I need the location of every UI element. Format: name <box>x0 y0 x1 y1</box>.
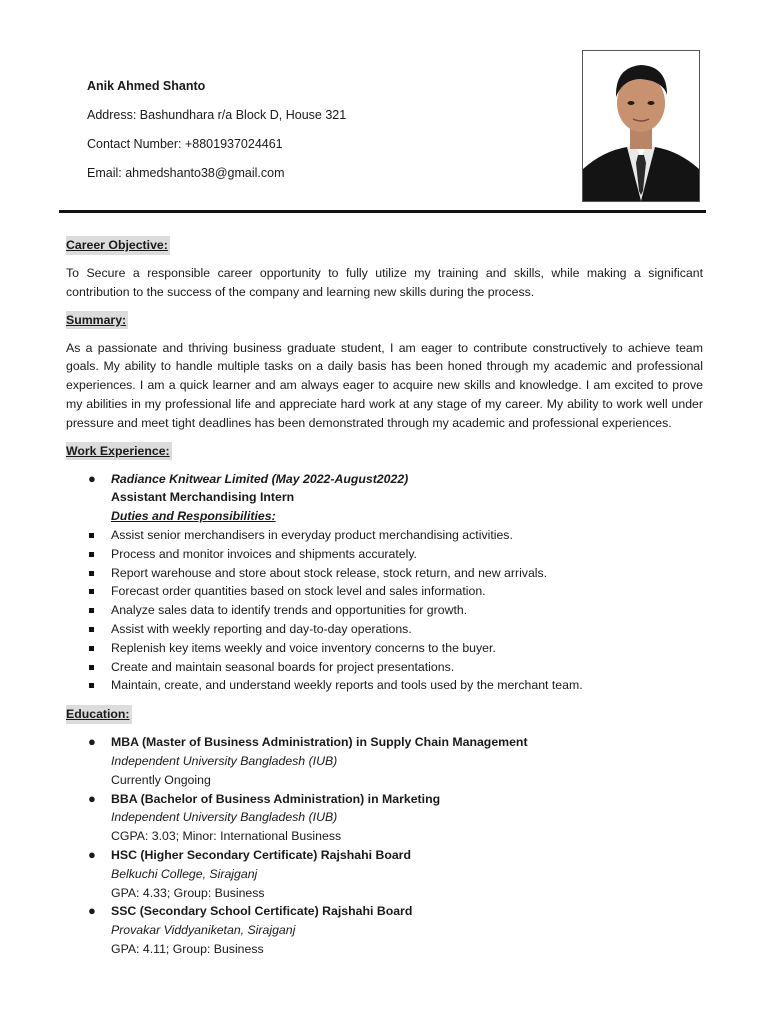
square-bullet-icon <box>89 646 94 651</box>
email-line: Email: ahmedshanto38@gmail.com <box>87 166 285 180</box>
degree-title: HSC (Higher Secondary Certificate) Rajshahi Board <box>111 847 411 862</box>
job-company: Radiance Knitwear Limited (May 2022-August2022) <box>111 471 409 486</box>
list-item: Replenish key items weekly and voice inventory concerns to the buyer. <box>111 639 703 658</box>
contact-header <box>87 76 346 183</box>
degree-title: MBA (Master of Business Administration) in Supply Chain Management <box>111 735 528 750</box>
bullet-icon: ● <box>88 903 96 919</box>
bullet-icon: ● <box>88 734 96 750</box>
degree-detail: CGPA: 3.03; Minor: International Business <box>111 829 342 844</box>
duties-list <box>66 526 703 695</box>
education-heading: Education: <box>66 705 132 724</box>
resume-body <box>66 236 703 959</box>
work-experience-heading: Work Experience: <box>66 442 172 461</box>
list-item: Assist senior merchandisers in everyday product merchandising activities. <box>111 526 703 545</box>
bullet-icon: ● <box>88 846 96 862</box>
list-item: Process and monitor invoices and shipments accurately. <box>111 545 703 564</box>
square-bullet-icon <box>89 683 94 688</box>
education-entry-hsc <box>66 846 703 902</box>
square-bullet-icon <box>89 552 94 557</box>
square-bullet-icon <box>89 571 94 576</box>
square-bullet-icon <box>89 627 94 632</box>
institution-name: Independent University Bangladesh (IUB) <box>111 810 338 825</box>
degree-title: BBA (Bachelor of Business Administration) in Marketing <box>111 791 441 806</box>
degree-detail: GPA: 4.33; Group: Business <box>111 885 265 900</box>
career-objective-text: To Secure a responsible career opportunity to fully utilize my training and skills, while making a significant contribution to the success of the company and learning new skills during the process. <box>66 266 703 299</box>
profile-photo-illustration <box>583 51 699 201</box>
education-entry-bba <box>66 790 703 846</box>
list-item: Maintain, create, and understand weekly reports and tools used by the merchant team. <box>111 676 703 695</box>
list-item: Create and maintain seasonal boards for project presentations. <box>111 658 703 677</box>
list-item: Assist with weekly reporting and day-to-day operations. <box>111 620 703 639</box>
list-item: Report warehouse and store about stock release, stock return, and new arrivals. <box>111 564 703 583</box>
square-bullet-icon <box>89 665 94 670</box>
list-item: Analyze sales data to identify trends and opportunities for growth. <box>111 601 703 620</box>
education-entry-mba <box>66 733 703 789</box>
square-bullet-icon <box>89 533 94 538</box>
education-entry-ssc <box>66 902 703 958</box>
header-divider <box>59 210 706 213</box>
institution-name: Belkuchi College, Sirajganj <box>111 866 258 881</box>
profile-photo <box>582 50 700 202</box>
candidate-name: Anik Ahmed Shanto <box>87 79 206 93</box>
institution-name: Independent University Bangladesh (IUB) <box>111 753 338 768</box>
contact-number-line: Contact Number: +8801937024461 <box>87 137 283 151</box>
degree-detail: Currently Ongoing <box>111 772 211 787</box>
career-objective-heading: Career Objective: <box>66 236 170 255</box>
degree-detail: GPA: 4.11; Group: Business <box>111 941 264 956</box>
bullet-icon: ● <box>88 470 96 486</box>
institution-name: Provakar Viddyaniketan, Sirajganj <box>111 923 296 938</box>
square-bullet-icon <box>89 589 94 594</box>
summary-heading: Summary: <box>66 311 128 330</box>
square-bullet-icon <box>89 608 94 613</box>
address-line: Address: Bashundhara r/a Block D, House 321 <box>87 108 347 122</box>
list-item: Forecast order quantities based on stock level and sales information. <box>111 582 703 601</box>
degree-title: SSC (Secondary School Certificate) Rajshahi Board <box>111 904 413 919</box>
duties-heading: Duties and Responsibilities: <box>111 509 276 524</box>
job-role: Assistant Merchandising Intern <box>111 490 295 505</box>
bullet-icon: ● <box>88 790 96 806</box>
summary-text: As a passionate and thriving business graduate student, I am eager to contribute constructively to achieve team goals. My ability to handle multiple tasks on a daily basis has been honed through my academic and professional experiences. I am a quick learner and am always eager to acquire new skills and knowledge. I am excited to prove my abilities in my professional life and appreciate hard work at any stage of my career. My ability to work well under pressure and meet tight deadlines has been demonstrated through my academic and professional experiences. <box>66 340 703 430</box>
job-entry <box>66 470 703 526</box>
